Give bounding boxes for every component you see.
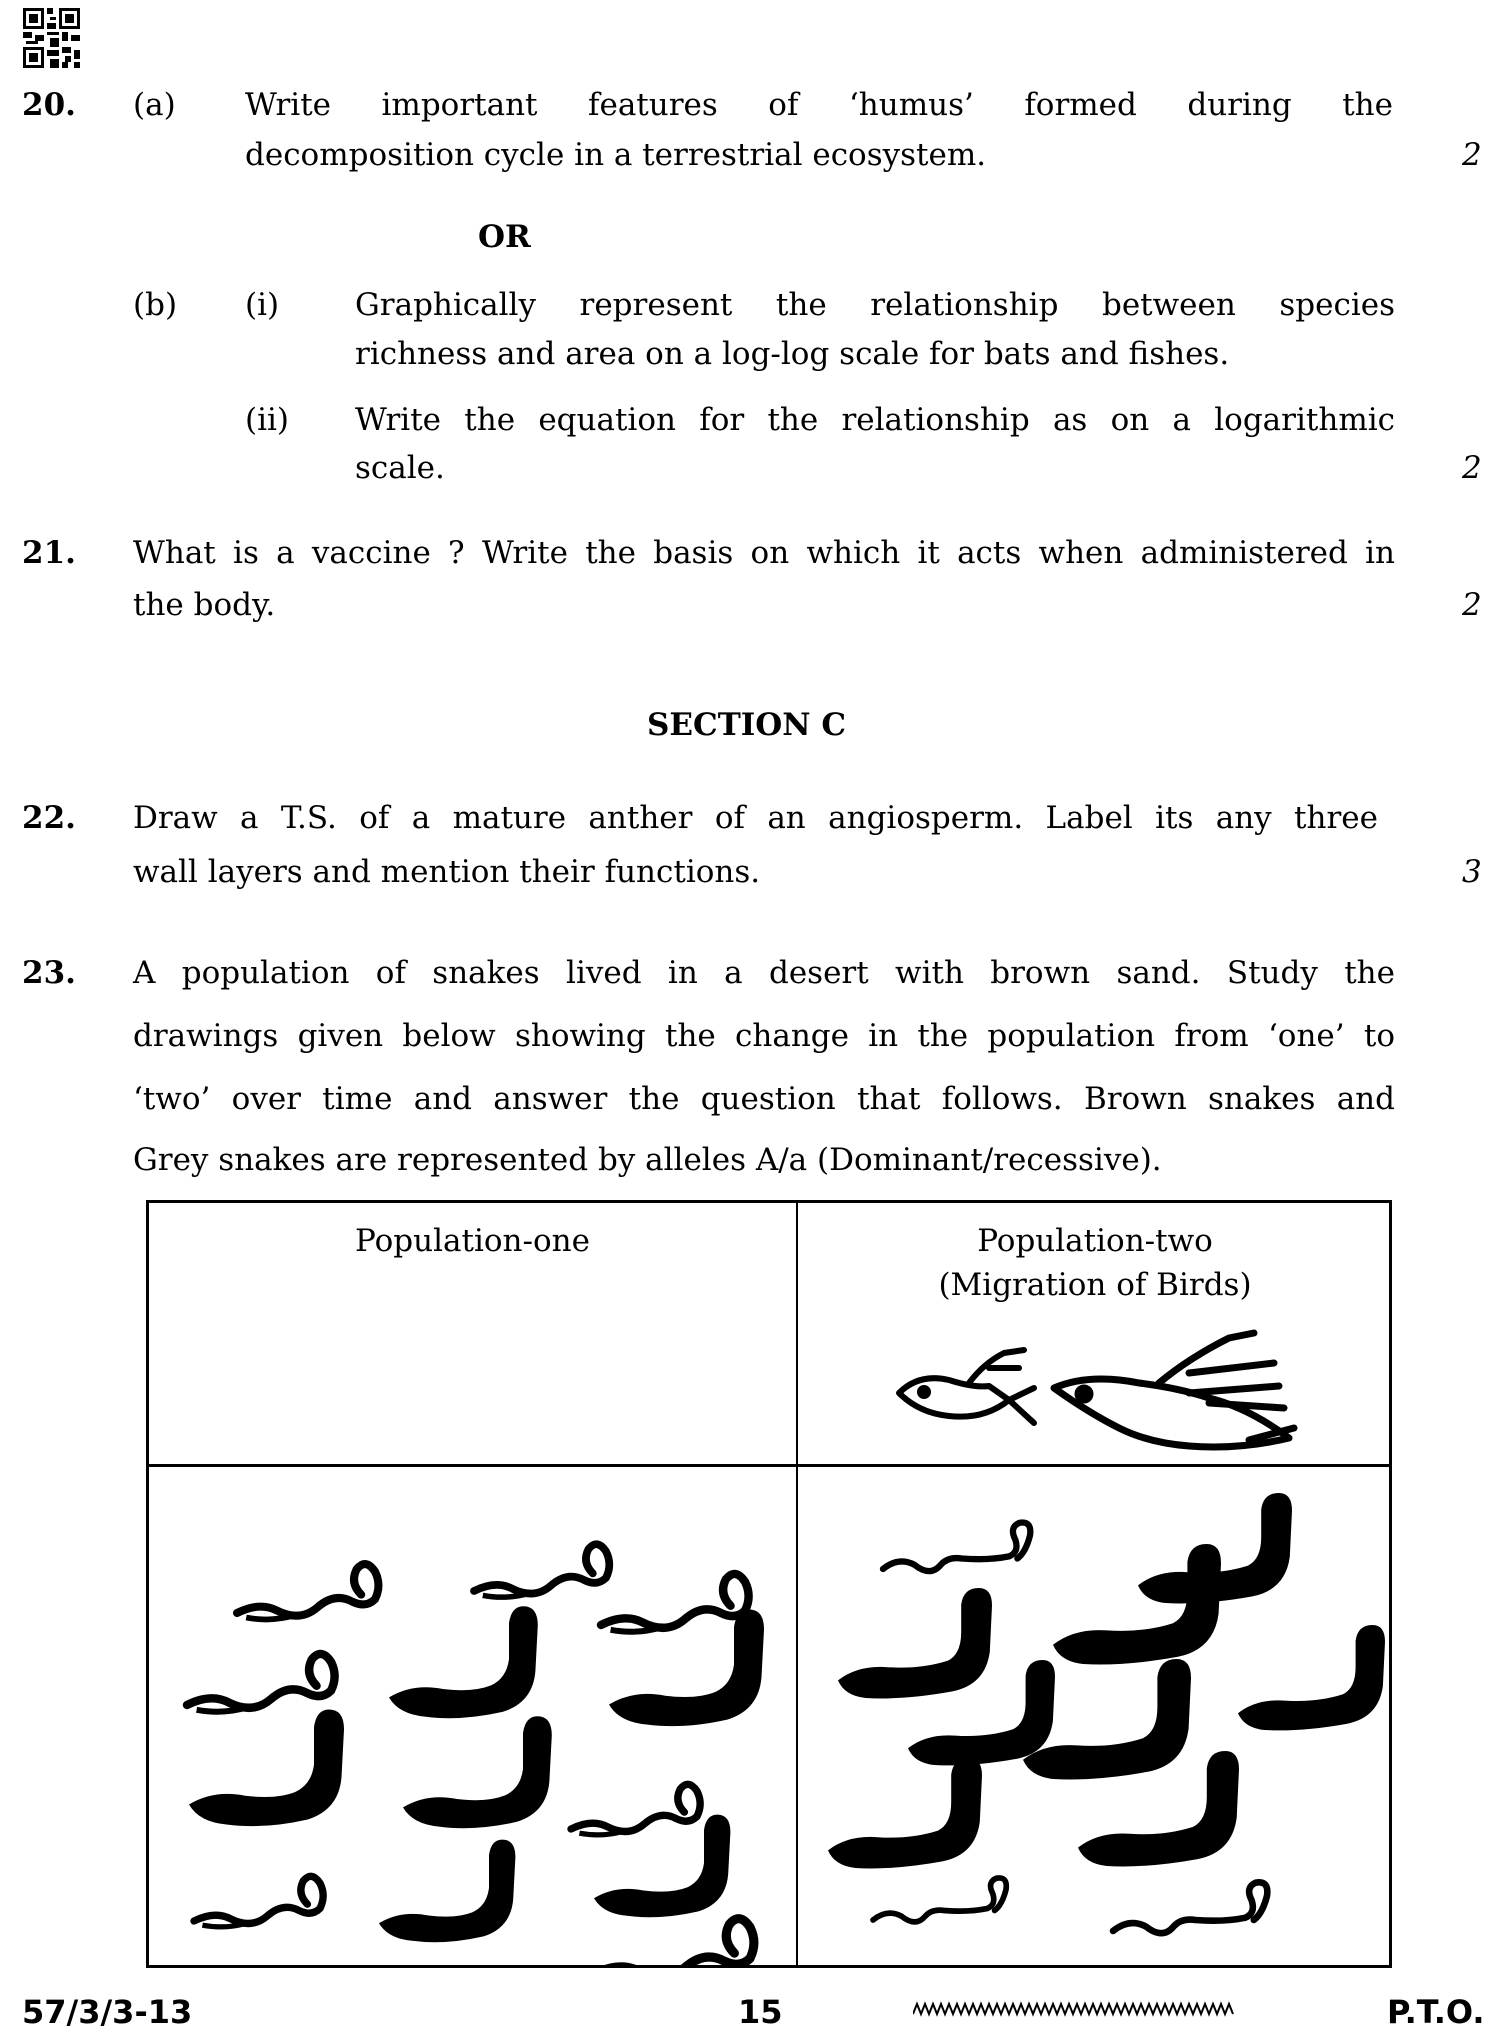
q23-line-3: ‘two’ over time and answer the question that follows. Brown snakes and — [133, 1081, 1395, 1117]
please-turn-over: P.T.O. — [1387, 1993, 1485, 2031]
qr-code-icon — [23, 8, 80, 68]
part-a-label: (a) — [133, 87, 176, 123]
q23-line-1: A population of snakes lived in a desert with brown sand. Study the — [133, 955, 1395, 991]
q22-line-2: wall layers and mention their functions. — [133, 854, 761, 890]
or-separator: OR — [478, 219, 531, 255]
q20b-ii-line-2: scale. — [355, 450, 445, 486]
snake-population-table — [146, 1200, 1392, 1968]
q20b-i-line-1: Graphically represent the relationship between species — [355, 287, 1395, 323]
q23-line-4: Grey snakes are represented by alleles A/a (Dominant/recessive). — [133, 1142, 1162, 1178]
population-one-snakes — [149, 1467, 796, 1968]
part-b-label: (b) — [133, 287, 178, 323]
header-migration-of-birds: (Migration of Birds) — [938, 1267, 1252, 1303]
population-two-snakes — [798, 1467, 1392, 1968]
migrating-birds-icon — [889, 1328, 1309, 1458]
decorative-squiggle-icon — [913, 2000, 1236, 2020]
q22-marks: 3 — [1462, 854, 1482, 890]
q20b-marks: 2 — [1462, 450, 1482, 486]
question-number-22: 22. — [22, 800, 76, 836]
header-population-one: Population-one — [355, 1223, 590, 1259]
q20a-line-1: Write important features of ‘humus’ formed during the — [245, 87, 1393, 123]
q20b-ii-line-1: Write the equation for the relationship as on a logarithmic — [355, 402, 1395, 438]
part-b-i-label: (i) — [245, 287, 280, 323]
q22-line-1: Draw a T.S. of a mature anther of an angiosperm. Label its any three — [133, 800, 1378, 836]
q21-line-2: the body. — [133, 587, 276, 623]
section-heading: SECTION C — [647, 707, 847, 743]
part-b-ii-label: (ii) — [245, 402, 290, 438]
q21-marks: 2 — [1462, 587, 1482, 623]
q20b-i-line-2: richness and area on a log-log scale for bats and fishes. — [355, 336, 1230, 372]
q23-line-2: drawings given below showing the change in the population from ‘one’ to — [133, 1018, 1395, 1054]
question-number-20: 20. — [22, 87, 76, 123]
page-number: 15 — [738, 1993, 783, 2031]
q21-line-1: What is a vaccine ? Write the basis on which it acts when administered in — [133, 535, 1395, 571]
q20a-marks: 2 — [1462, 137, 1482, 173]
q20a-line-2: decomposition cycle in a terrestrial ecosystem. — [245, 137, 987, 173]
paper-code: 57/3/3-13 — [22, 1993, 193, 2031]
question-number-23: 23. — [22, 955, 76, 991]
question-number-21: 21. — [22, 535, 76, 571]
header-population-two: Population-two — [977, 1223, 1213, 1259]
